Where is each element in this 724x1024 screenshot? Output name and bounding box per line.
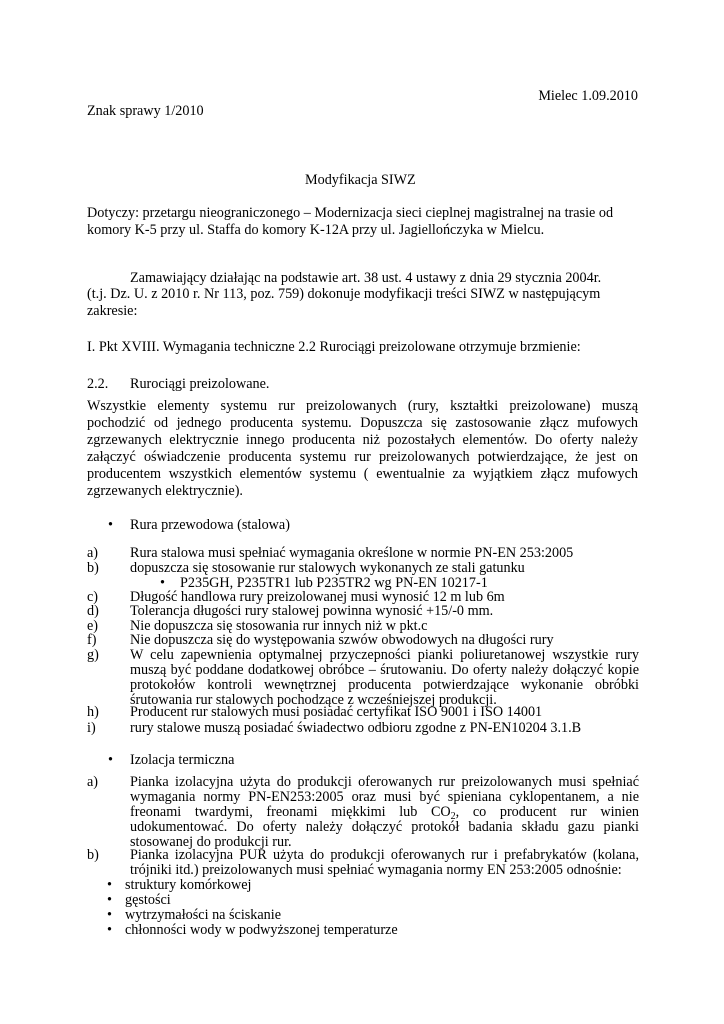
insulation-item-b: Pianka izolacyjna PUR użyta do produkcji oferowanych rur i prefabrykatów (kolana, trójniki itd.) preizolowanych musi spełniać wymagania normy EN 253:2005 odnośnie: [130,847,639,878]
item-label: c) [87,589,99,605]
bullet-icon: • [107,892,112,908]
document-title: Modyfikacja SIWZ [305,172,416,188]
intro-paragraph-rest: (t.j. Dz. U. z 2010 r. Nr 113, poz. 759) dokonuje modyfikacji treści SIWZ w następującym zakresie: [87,286,601,319]
item-label: a) [87,774,99,790]
bullet-icon: • [107,922,112,938]
item-label: e) [87,618,99,634]
property-item: struktury komórkowej [125,877,252,893]
insulation-a-text-before: Pianka izolacyjna użyta do produkcji oferowanych rur preizolowanych musi spełniać wymagania normy PN-EN253:2005 oraz musi być spieniana cyklopentanem, a nie freonami twardymi, freonami miękkimi lub CO [130,774,639,820]
pipe-item-d: Tolerancja długości rury stalowej powinna wynosić +15/-0 mm. [130,603,494,619]
pipe-item-c: Długość handlowa rury preizolowanej musi wynosić 12 m lub 6m [130,589,505,605]
item-label: h) [87,704,99,720]
bullet-icon: • [160,575,165,591]
item-label: g) [87,647,99,663]
insulation-a-text-after: , co producent rur winien udokumentować. Do oferty należy dołączyć protokół badania składu gazu pianki stosowanej do produkcji rur. [130,804,639,850]
document-date: Mielec 1.09.2010 [538,88,638,104]
steel-grades: P235GH, P235TR1 lub P235TR2 wg PN-EN 10217-1 [180,575,488,591]
bullet-icon: • [107,877,112,893]
section-2-2-number: 2.2. [87,376,109,392]
intro-first-line: Zamawiający działając na podstawie art. 38 ust. 4 ustawy z dnia 29 stycznia 2004r. [130,270,602,286]
pipe-item-h: Producent rur stalowych musi posiadać certyfikat ISO 9001 i ISO 14001 [130,704,543,720]
pipe-item-a: Rura stalowa musi spełniać wymagania określone w normie PN-EN 253:2005 [130,545,574,561]
pipe-item-i: rury stalowe muszą posiadać świadectwo odbioru zgodne z PN-EN10204 3.1.B [130,720,582,736]
item-label: i) [87,720,96,736]
item-label: b) [87,560,99,576]
property-item: wytrzymałości na ściskanie [125,907,282,923]
subject-paragraph: Dotyczy: przetargu nieograniczonego – Modernizacja sieci cieplnej magistralnej na trasie od komory K-5 przy ul. Staffa do komory K-12A przy ul. Jagiellończyka w Mielcu. [87,205,614,238]
item-label: a) [87,545,99,561]
item-label: d) [87,603,99,619]
bullet-icon: • [107,907,112,923]
case-number: Znak sprawy 1/2010 [87,103,204,119]
pipe-item-b: dopuszcza się stosowanie rur stalowych wykonanych ze stali gatunku [130,560,525,576]
bullet-icon: • [108,517,113,533]
bullet-icon: • [108,752,113,768]
item-label: b) [87,847,99,863]
item-label: f) [87,632,97,648]
section-i-heading: I. Pkt XVIII. Wymagania techniczne 2.2 Rurociągi preizolowane otrzymuje brzmienie: [87,339,581,355]
section-2-2-paragraph: Wszystkie elementy systemu rur preizolowanych (rury, kształtki preizolowane) muszą pochodzić od jednego producenta systemu. Dopuszcza się zastosowanie złącz mufowych zgrzewanych elektrycznie innego producenta niż pozostałych elementów. Do oferty należy załączyć oświadczenie producenta systemu rur preizolowanych potwierdzające, że jest on producentem wszystkich elementów systemu ( ewentualnie za wyjątkiem złącz mufowych zgrzewanych elektrycznie). [87,398,638,499]
section-2-2-title: Rurociągi preizolowane. [130,376,270,392]
property-item: gęstości [125,892,171,908]
pipe-heading: Rura przewodowa (stalowa) [130,517,290,533]
co2-subscript: 2 [450,811,456,822]
pipe-item-f: Nie dopuszcza się do występowania szwów obwodowych na długości rury [130,632,554,648]
pipe-item-e: Nie dopuszcza się stosowania rur innych niż w pkt.c [130,618,428,634]
insulation-heading: Izolacja termiczna [130,752,235,768]
property-item: chłonności wody w podwyższonej temperaturze [125,922,398,938]
insulation-item-a [130,775,639,850]
pipe-item-g: W celu zapewnienia optymalnej przyczepności pianki poliuretanowej wszystkie rury muszą być poddane dodatkowej obróbce – śrutowaniu. Do oferty należy dołączyć kopie protokołów kontroli wewnętrznej producenta potwierdzające wykonanie obróbki śrutowania rur stalowych pochodzące z wcześniejszej produkcji. [130,647,639,708]
